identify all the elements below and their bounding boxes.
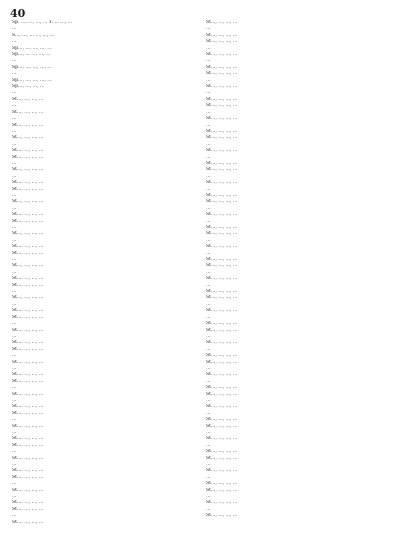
- directory-entry-line: ...: [206, 301, 211, 307]
- directory-entry-line: St..., ..., ..., ...: [12, 212, 44, 218]
- directory-entry-line: St..., ..., ..., ...: [206, 39, 238, 45]
- directory-entry-line: St..., ..., ..., ...: [206, 212, 238, 218]
- directory-entry-line: ...: [206, 45, 211, 51]
- directory-entry-line: St..., ..., ..., ...: [206, 32, 238, 38]
- directory-entry-line: ...: [206, 218, 211, 224]
- directory-entry-line: St..., ..., ..., ...: [12, 96, 44, 102]
- directory-entry-line: St..., ..., ..., ...: [12, 372, 44, 378]
- directory-entry-line: St..., ..., ..., ...: [206, 308, 238, 314]
- directory-entry-line: ...: [12, 321, 17, 327]
- directory-entry-line: ...: [206, 365, 211, 371]
- directory-entry-line: St..., ..., ..., ...: [12, 340, 44, 346]
- directory-entry-line: St..., ..., ..., ...: [206, 116, 238, 122]
- directory-entry-line: St..., ..., ..., ...: [206, 481, 238, 487]
- directory-entry-line: ...: [206, 26, 211, 32]
- directory-entry-line: St..., ..., ..., ...: [12, 250, 44, 256]
- directory-entry-line: ...: [12, 301, 17, 307]
- directory-entry-line: Sp..., ..., ..., ..., ...: [12, 77, 52, 83]
- directory-entry-line: ...: [12, 449, 17, 455]
- directory-entry-line: ...: [206, 430, 211, 435]
- directory-entry-line: ...: [12, 353, 17, 359]
- directory-entry-line: ...: [206, 442, 211, 448]
- directory-entry-line: ...: [206, 237, 211, 243]
- directory-entry-line: St..., ..., ..., ...: [12, 423, 44, 429]
- directory-entry-line: ...: [12, 269, 17, 275]
- directory-entry-line: St..., ..., ..., ...: [12, 474, 44, 480]
- directory-entry-line: St..., ..., ..., ...: [206, 372, 238, 378]
- directory-entry-line: St..., ..., ..., ...: [12, 378, 44, 384]
- directory-entry-line: St..., ..., ..., ...: [206, 500, 238, 506]
- directory-entry-line: St..., ..., ..., ...: [206, 231, 238, 237]
- directory-entry-line: St..., ..., ..., ...: [206, 423, 238, 429]
- directory-entry-line: ...: [206, 314, 211, 320]
- directory-entry-line: ...: [12, 481, 17, 487]
- directory-entry-line: ...: [206, 333, 211, 339]
- directory-entry-line: St..., ..., ..., ...: [206, 20, 238, 25]
- directory-entry-line: St..., ..., ..., ...: [206, 52, 238, 58]
- directory-entry-line: ...: [12, 513, 17, 519]
- directory-entry-line: St..., ..., ..., ...: [206, 404, 238, 410]
- directory-entry-line: ...: [206, 205, 211, 211]
- directory-entry-line: ...: [12, 257, 17, 263]
- directory-entry-line: Sp. ..., ..., ..., ... 1. ... ..., ...: [12, 20, 73, 25]
- directory-entry-line: ...: [206, 506, 211, 512]
- directory-entry-line: St..., ..., ..., ...: [206, 321, 238, 327]
- directory-entry-line: ...: [12, 39, 17, 45]
- directory-entry-line: St..., ..., ..., ...: [206, 96, 238, 102]
- directory-entry-line: ...: [206, 269, 211, 275]
- directory-entry-line: St..., ..., ..., ...: [206, 417, 238, 423]
- directory-entry-line: St..., ..., ..., ...: [12, 442, 44, 448]
- directory-entry-line: St..., ..., ..., ...: [12, 308, 44, 314]
- directory-entry-line: St..., ..., ..., ...: [12, 167, 44, 173]
- directory-entry-line: St..., ..., ..., ...: [12, 244, 44, 250]
- directory-entry-line: ...: [206, 474, 211, 480]
- directory-entry-line: St..., ..., ..., ...: [12, 231, 44, 237]
- directory-entry-line: ...: [12, 116, 17, 122]
- directory-entry-line: St..., ..., ..., ...: [12, 436, 44, 442]
- directory-entry-line: St..., ..., ..., ...: [12, 109, 44, 115]
- directory-entry-line: St..., ..., ..., ...: [12, 346, 44, 352]
- directory-entry-line: ...: [12, 289, 17, 295]
- page-number: 40: [10, 7, 26, 20]
- directory-entry-line: St..., ..., ..., ...: [206, 468, 238, 474]
- directory-entry-line: ...: [12, 141, 17, 147]
- directory-entry-line: St..., ..., ..., ...: [206, 276, 238, 282]
- directory-entry-line: St..., ..., ..., ...: [206, 295, 238, 301]
- directory-entry-line: ...: [12, 237, 17, 243]
- directory-entry-line: St..., ..., ..., ...: [12, 468, 44, 474]
- directory-entry-line: St..., ..., ..., ...: [206, 327, 238, 333]
- directory-entry-line: ...: [12, 192, 17, 198]
- directory-entry-line: ...: [12, 385, 17, 391]
- directory-entry-line: ...: [206, 122, 211, 128]
- directory-entry-line: St..., ..., ..., ...: [206, 244, 238, 250]
- directory-entry-line: St..., ..., ..., ...: [206, 135, 238, 141]
- directory-entry-line: St..., ..., ..., ...: [12, 391, 44, 397]
- directory-entry-line: St..., ..., ..., ...: [206, 513, 238, 519]
- directory-entry-line: ...: [206, 154, 211, 160]
- directory-entry-line: St..., ..., ..., ...: [206, 289, 238, 295]
- directory-entry-line: ...: [206, 77, 211, 83]
- directory-entry-line: ...: [206, 462, 211, 468]
- directory-entry-line: St..., ..., ..., ...: [206, 436, 238, 442]
- directory-entry-line: ...: [206, 186, 211, 192]
- directory-entry-line: ...: [12, 26, 17, 32]
- directory-entry-line: St..., ..., ..., ...: [12, 314, 44, 320]
- directory-entry-line: St..., ..., ..., ...: [206, 359, 238, 365]
- directory-entry-line: ...: [206, 494, 211, 500]
- directory-entry-line: ...: [206, 141, 211, 147]
- directory-entry-line: St..., ..., ..., ...: [12, 295, 44, 301]
- directory-entry-line: ...: [206, 90, 211, 96]
- right-column: [206, 20, 392, 531]
- directory-entry-line: St..., ..., ..., ...: [206, 257, 238, 263]
- directory-entry-line: St..., ..., ..., ...: [206, 103, 238, 109]
- directory-entry-line: St..., ..., ..., ...: [12, 282, 44, 288]
- directory-entry-line: ...: [206, 378, 211, 384]
- directory-entry-line: ...: [206, 250, 211, 256]
- directory-entry-line: ...: [206, 58, 211, 64]
- directory-entry-line: St..., ..., ..., ...: [206, 340, 238, 346]
- directory-entry-line: St..., ..., ..., ...: [12, 122, 44, 128]
- directory-entry-line: St..., ..., ..., ...: [12, 410, 44, 416]
- directory-entry-line: St..., ..., ..., ...: [12, 500, 44, 506]
- directory-entry-line: St..., ..., ..., ...: [206, 84, 238, 90]
- directory-entry-line: ...: [206, 346, 211, 352]
- directory-entry-line: Sp..., ..., ..., ..., ...: [12, 64, 52, 70]
- directory-entry-line: ...: [12, 71, 17, 77]
- directory-entry-line: St..., ..., ..., ...: [12, 404, 44, 410]
- directory-entry-line: St..., ..., ..., ...: [206, 199, 238, 205]
- directory-entry-line: St..., ..., ..., ...: [206, 64, 238, 70]
- directory-entry-line: Sp..., ..., ..., ..., ...: [12, 45, 52, 51]
- directory-entry-line: St..., ..., ..., ...: [206, 180, 238, 186]
- directory-entry-line: St..., ..., ..., ...: [206, 449, 238, 455]
- directory-entry-line: ...: [12, 462, 17, 468]
- directory-entry-line: St..., ..., ..., ...: [206, 160, 238, 166]
- directory-entry-line: St..., ..., ..., ...: [206, 167, 238, 173]
- directory-entry-line: ...: [12, 225, 17, 230]
- directory-entry-line: St..., ..., ..., ...: [12, 276, 44, 282]
- left-column: [12, 20, 198, 531]
- directory-entry-line: St..., ..., ..., ...: [206, 71, 238, 77]
- directory-entry-line: St..., ..., ..., ...: [12, 135, 44, 141]
- directory-entry-line: St..., ..., ..., ...: [206, 128, 238, 134]
- directory-entry-line: ...: [12, 58, 17, 64]
- directory-entry-line: St..., ..., ..., ...: [12, 218, 44, 224]
- directory-entry-line: St..., ..., ..., ...: [206, 487, 238, 493]
- directory-entry-line: Sp..., ..., ..., ...: [12, 84, 45, 90]
- directory-entry-line: ...: [12, 430, 17, 435]
- directory-entry-line: ...: [12, 417, 17, 423]
- directory-entry-line: St..., ..., ..., ...: [12, 199, 44, 205]
- directory-entry-line: ...: [12, 205, 17, 211]
- directory-entry-line: St..., ..., ..., ...: [12, 455, 44, 461]
- directory-entry-line: St..., ..., ..., ...: [12, 359, 44, 365]
- directory-entry-line: ...: [12, 160, 17, 166]
- directory-entry-line: ...: [12, 103, 17, 109]
- directory-entry-line: St..., ..., ..., ...: [206, 391, 238, 397]
- directory-entry-line: St..., ..., ..., ...: [12, 506, 44, 512]
- directory-entry-line: ...: [206, 173, 211, 179]
- directory-entry-line: St..., ..., ..., ...: [206, 225, 238, 230]
- directory-entry-line: ...: [12, 397, 17, 403]
- directory-entry-line: St..., ..., ..., ...: [12, 186, 44, 192]
- directory-entry-line: ...: [12, 128, 17, 134]
- directory-entry-line: ...: [12, 494, 17, 500]
- directory-entry-line: St..., ..., ..., ...: [12, 263, 44, 269]
- directory-entry-line: ...: [206, 109, 211, 115]
- directory-entry-line: ...: [206, 282, 211, 288]
- directory-entry-line: St..., ..., ..., ...: [206, 385, 238, 391]
- directory-entry-line: S..., ..., ... ..., ..., ...: [12, 32, 55, 38]
- directory-entry-line: St..., ..., ..., ...: [12, 327, 44, 333]
- directory-entry-line: ...: [206, 410, 211, 416]
- directory-entry-line: ...: [12, 333, 17, 339]
- directory-entry-line: St..., ..., ..., ...: [12, 148, 44, 154]
- directory-entry-line: ...: [206, 397, 211, 403]
- directory-entry-line: St..., ..., ..., ...: [206, 353, 238, 359]
- directory-entry-line: St..., ..., ..., ...: [12, 180, 44, 186]
- directory-entry-line: St..., ..., ..., ...: [12, 519, 44, 525]
- directory-entry-line: ...: [12, 365, 17, 371]
- directory-entry-line: St..., ..., ..., ...: [206, 455, 238, 461]
- directory-entry-line: Sp..., ... ..., ..., ...: [12, 52, 51, 58]
- directory-entry-line: ...: [12, 90, 17, 96]
- directory-entry-line: ...: [12, 173, 17, 179]
- directory-entry-line: St..., ..., ..., ...: [206, 192, 238, 198]
- directory-entry-line: St..., ..., ..., ...: [206, 148, 238, 154]
- directory-entry-line: St..., ..., ..., ...: [206, 263, 238, 269]
- directory-entry-line: St..., ..., ..., ...: [12, 154, 44, 160]
- directory-entry-line: St..., ..., ..., ...: [12, 487, 44, 493]
